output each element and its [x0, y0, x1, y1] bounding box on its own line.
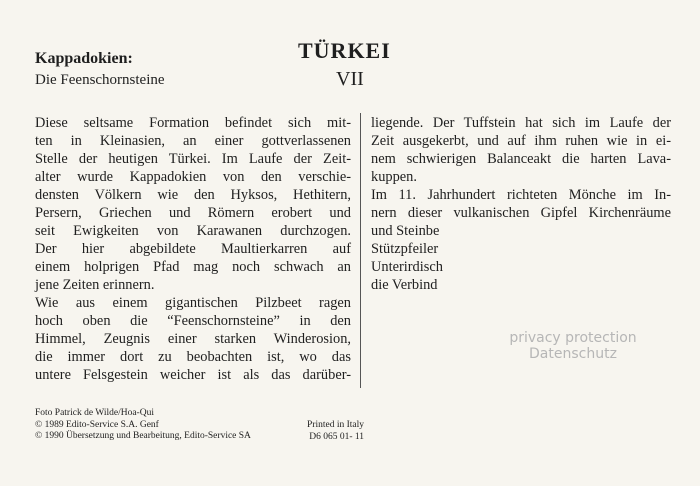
text-line: die Verbind	[371, 277, 438, 293]
text-line: nern dieser vulkanischen Gipfel Kirchenräume	[371, 205, 671, 221]
product-code: D6 065 01- 11	[309, 431, 364, 442]
text-line: alter wurde Kappadokien von den verschie-	[35, 169, 351, 185]
text-line: Unterirdisch	[371, 259, 443, 275]
country-title: TÜRKEI	[298, 38, 391, 63]
text-line: kuppen.	[371, 169, 417, 185]
text-line: Im 11. Jahrhundert richteten Mönche im In-	[371, 187, 671, 203]
text-line: Persern, Griechen und Römern erobert und	[35, 205, 351, 221]
text-line: Wie aus einem gigantischen Pilzbeet ragen	[35, 295, 351, 311]
credit-line: © 1990 Übersetzung und Bearbeitung, Edito-Service SA	[35, 431, 251, 441]
privacy-line-2: Datenschutz	[529, 346, 617, 362]
text-line: Stelle der heutigen Türkei. Im Laufe der Zeit-	[35, 151, 351, 167]
credit-line: Foto Patrick de Wilde/Hoa-Qui	[35, 408, 154, 418]
column-divider	[360, 113, 361, 388]
left-text-column	[35, 114, 351, 384]
text-line: Der hier abgebildete Maultierkarren auf	[35, 241, 351, 257]
text-line: und Steinbe	[371, 223, 440, 239]
text-line: Diese seltsame Formation befindet sich mit-	[35, 115, 351, 131]
location-heading: Kappadokien:	[35, 50, 133, 67]
privacy-watermark	[500, 330, 646, 362]
printed-in: Printed in Italy	[307, 420, 364, 430]
text-line: seit Ewigkeiten von Karawanen durchzogen.	[35, 223, 351, 239]
text-line: liegende. Der Tuffstein hat sich im Laufe der	[371, 115, 671, 131]
text-line: Himmel, Zeugnis einer starken Winderosion,	[35, 331, 351, 347]
text-line: densten Völkern wie den Hyksos, Hethitern,	[35, 187, 351, 203]
text-line: untere Felsgestein weicher ist als das darüber-	[35, 367, 351, 383]
right-text-column	[371, 114, 671, 294]
photo-credits	[35, 408, 251, 443]
credit-line: © 1989 Edito-Service S.A. Genf	[35, 419, 159, 430]
text-line: ten in Kleinasien, an einer gottverlassenen	[35, 133, 351, 149]
text-line: Stützpfeiler	[371, 241, 439, 257]
text-line: hoch oben die “Feenschornsteine” in den	[35, 313, 351, 329]
volume-number: VII	[336, 68, 364, 90]
text-line: die immer dort zu beobachten ist, wo das	[35, 349, 351, 365]
text-line: Zeit ausgekerbt, und auf ihm ruhen wie in ei-	[371, 133, 671, 149]
text-line: nem schwierigen Balanceakt die harten Lava-	[371, 151, 671, 167]
location-subheading: Die Feenschornsteine	[35, 72, 165, 88]
text-line: jene Zeiten erinnern.	[35, 277, 155, 293]
print-info	[307, 420, 364, 443]
text-line: einem holprigen Pfad mag noch schwach an	[35, 259, 351, 275]
privacy-line-1: privacy protection	[509, 330, 637, 346]
